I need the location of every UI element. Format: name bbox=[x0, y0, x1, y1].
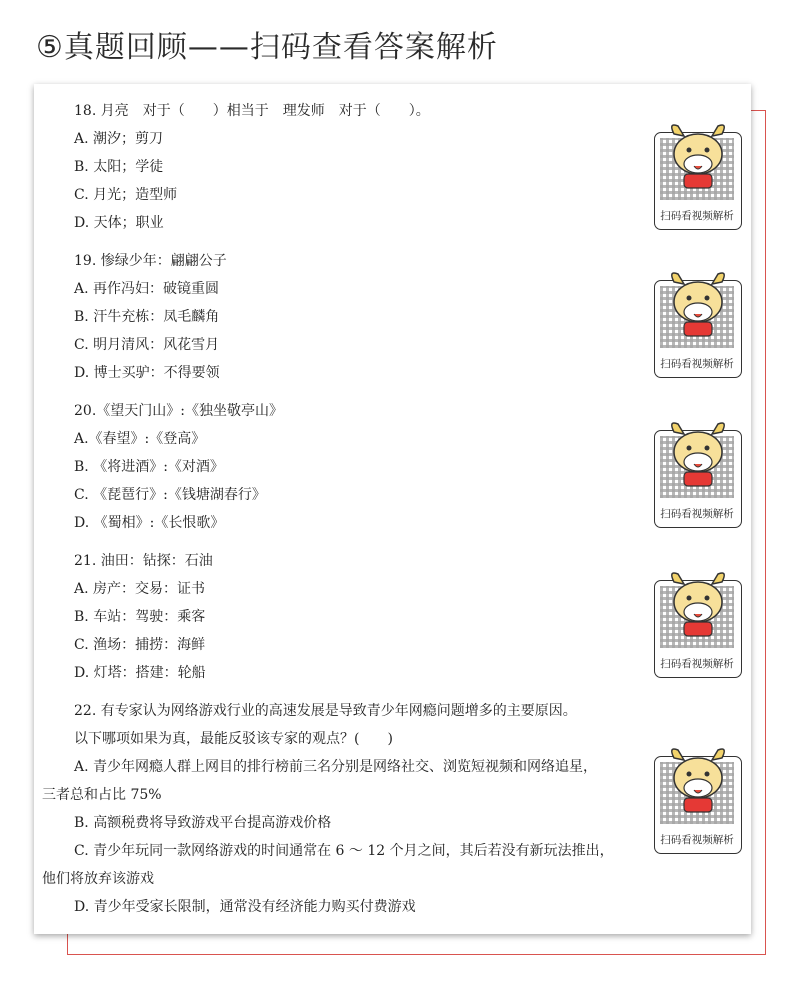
question-20-stem: 20.《望天门山》:《独坐敬亭山》 bbox=[74, 403, 283, 419]
option: D. 《蜀相》:《长恨歌》 bbox=[74, 515, 225, 531]
question-22-stem: 22. 有专家认为网络游戏行业的高速发展是导致青少年网瘾问题增多的主要原因。 bbox=[74, 703, 577, 719]
option: C. 渔场：捕捞：海鲜 bbox=[74, 637, 206, 653]
cow-mascot-icon bbox=[660, 744, 736, 820]
question-card bbox=[34, 84, 751, 934]
option: B. 汗牛充栋：凤毛麟角 bbox=[74, 309, 220, 325]
option: D. 青少年受家长限制，通常没有经济能力购买付费游戏 bbox=[74, 899, 416, 915]
badge-caption: 扫码看视频解析 bbox=[660, 358, 734, 370]
cow-mascot-icon bbox=[660, 120, 736, 196]
option: B. 车站：驾驶：乘客 bbox=[74, 609, 206, 625]
option: C. 青少年玩同一款网络游戏的时间通常在 6 ～ 12 个月之间，其后若没有新玩法推出， bbox=[74, 843, 614, 859]
qr-video-badge[interactable] bbox=[654, 568, 742, 678]
qr-video-badge[interactable] bbox=[654, 120, 742, 230]
question-18-stem: 18. 月亮 对于（ ）相当于 理发师 对于（ ）。 bbox=[74, 103, 430, 119]
option: C. 明月清风：风花雪月 bbox=[74, 337, 220, 353]
option-continuation: 三者总和占比 75% bbox=[42, 787, 162, 803]
qr-video-badge[interactable] bbox=[654, 744, 742, 854]
option: A. 青少年网瘾人群上网目的排行榜前三名分别是网络社交、浏览短视频和网络追星， bbox=[74, 759, 598, 775]
badge-caption: 扫码看视频解析 bbox=[660, 658, 734, 670]
option: C. 《琵琶行》:《钱塘湖春行》 bbox=[74, 487, 266, 503]
cow-mascot-icon bbox=[660, 568, 736, 644]
option: B. 太阳；学徒 bbox=[74, 159, 164, 175]
option: A. 房产：交易：证书 bbox=[74, 581, 206, 597]
cow-mascot-icon bbox=[660, 418, 736, 494]
question-22-prompt: 以下哪项如果为真，最能反驳该专家的观点？( ) bbox=[74, 731, 393, 747]
qr-video-badge[interactable] bbox=[654, 268, 742, 378]
option: D. 博士买驴：不得要领 bbox=[74, 365, 220, 381]
option: B. 高额税费将导致游戏平台提高游戏价格 bbox=[74, 815, 332, 831]
option-continuation: 他们将放弃该游戏 bbox=[42, 871, 154, 887]
badge-caption: 扫码看视频解析 bbox=[660, 834, 734, 846]
question-21-stem: 21. 油田：钻探：石油 bbox=[74, 553, 213, 569]
qr-video-badge[interactable] bbox=[654, 418, 742, 528]
option: A. 再作冯妇：破镜重圆 bbox=[74, 281, 220, 297]
option: C. 月光；造型师 bbox=[74, 187, 178, 203]
badge-caption: 扫码看视频解析 bbox=[660, 210, 734, 222]
option: B. 《将进酒》:《对酒》 bbox=[74, 459, 224, 475]
badge-caption: 扫码看视频解析 bbox=[660, 508, 734, 520]
option: D. 灯塔：搭建：轮船 bbox=[74, 665, 206, 681]
cow-mascot-icon bbox=[660, 268, 736, 344]
option: A. 潮汐；剪刀 bbox=[74, 131, 164, 147]
option: D. 天体；职业 bbox=[74, 215, 164, 231]
question-19-stem: 19. 惨绿少年：翩翩公子 bbox=[74, 253, 227, 269]
page-title: ⑤真题回顾——扫码查看答案解析 bbox=[36, 30, 498, 65]
option: A.《春望》:《登高》 bbox=[74, 431, 206, 447]
